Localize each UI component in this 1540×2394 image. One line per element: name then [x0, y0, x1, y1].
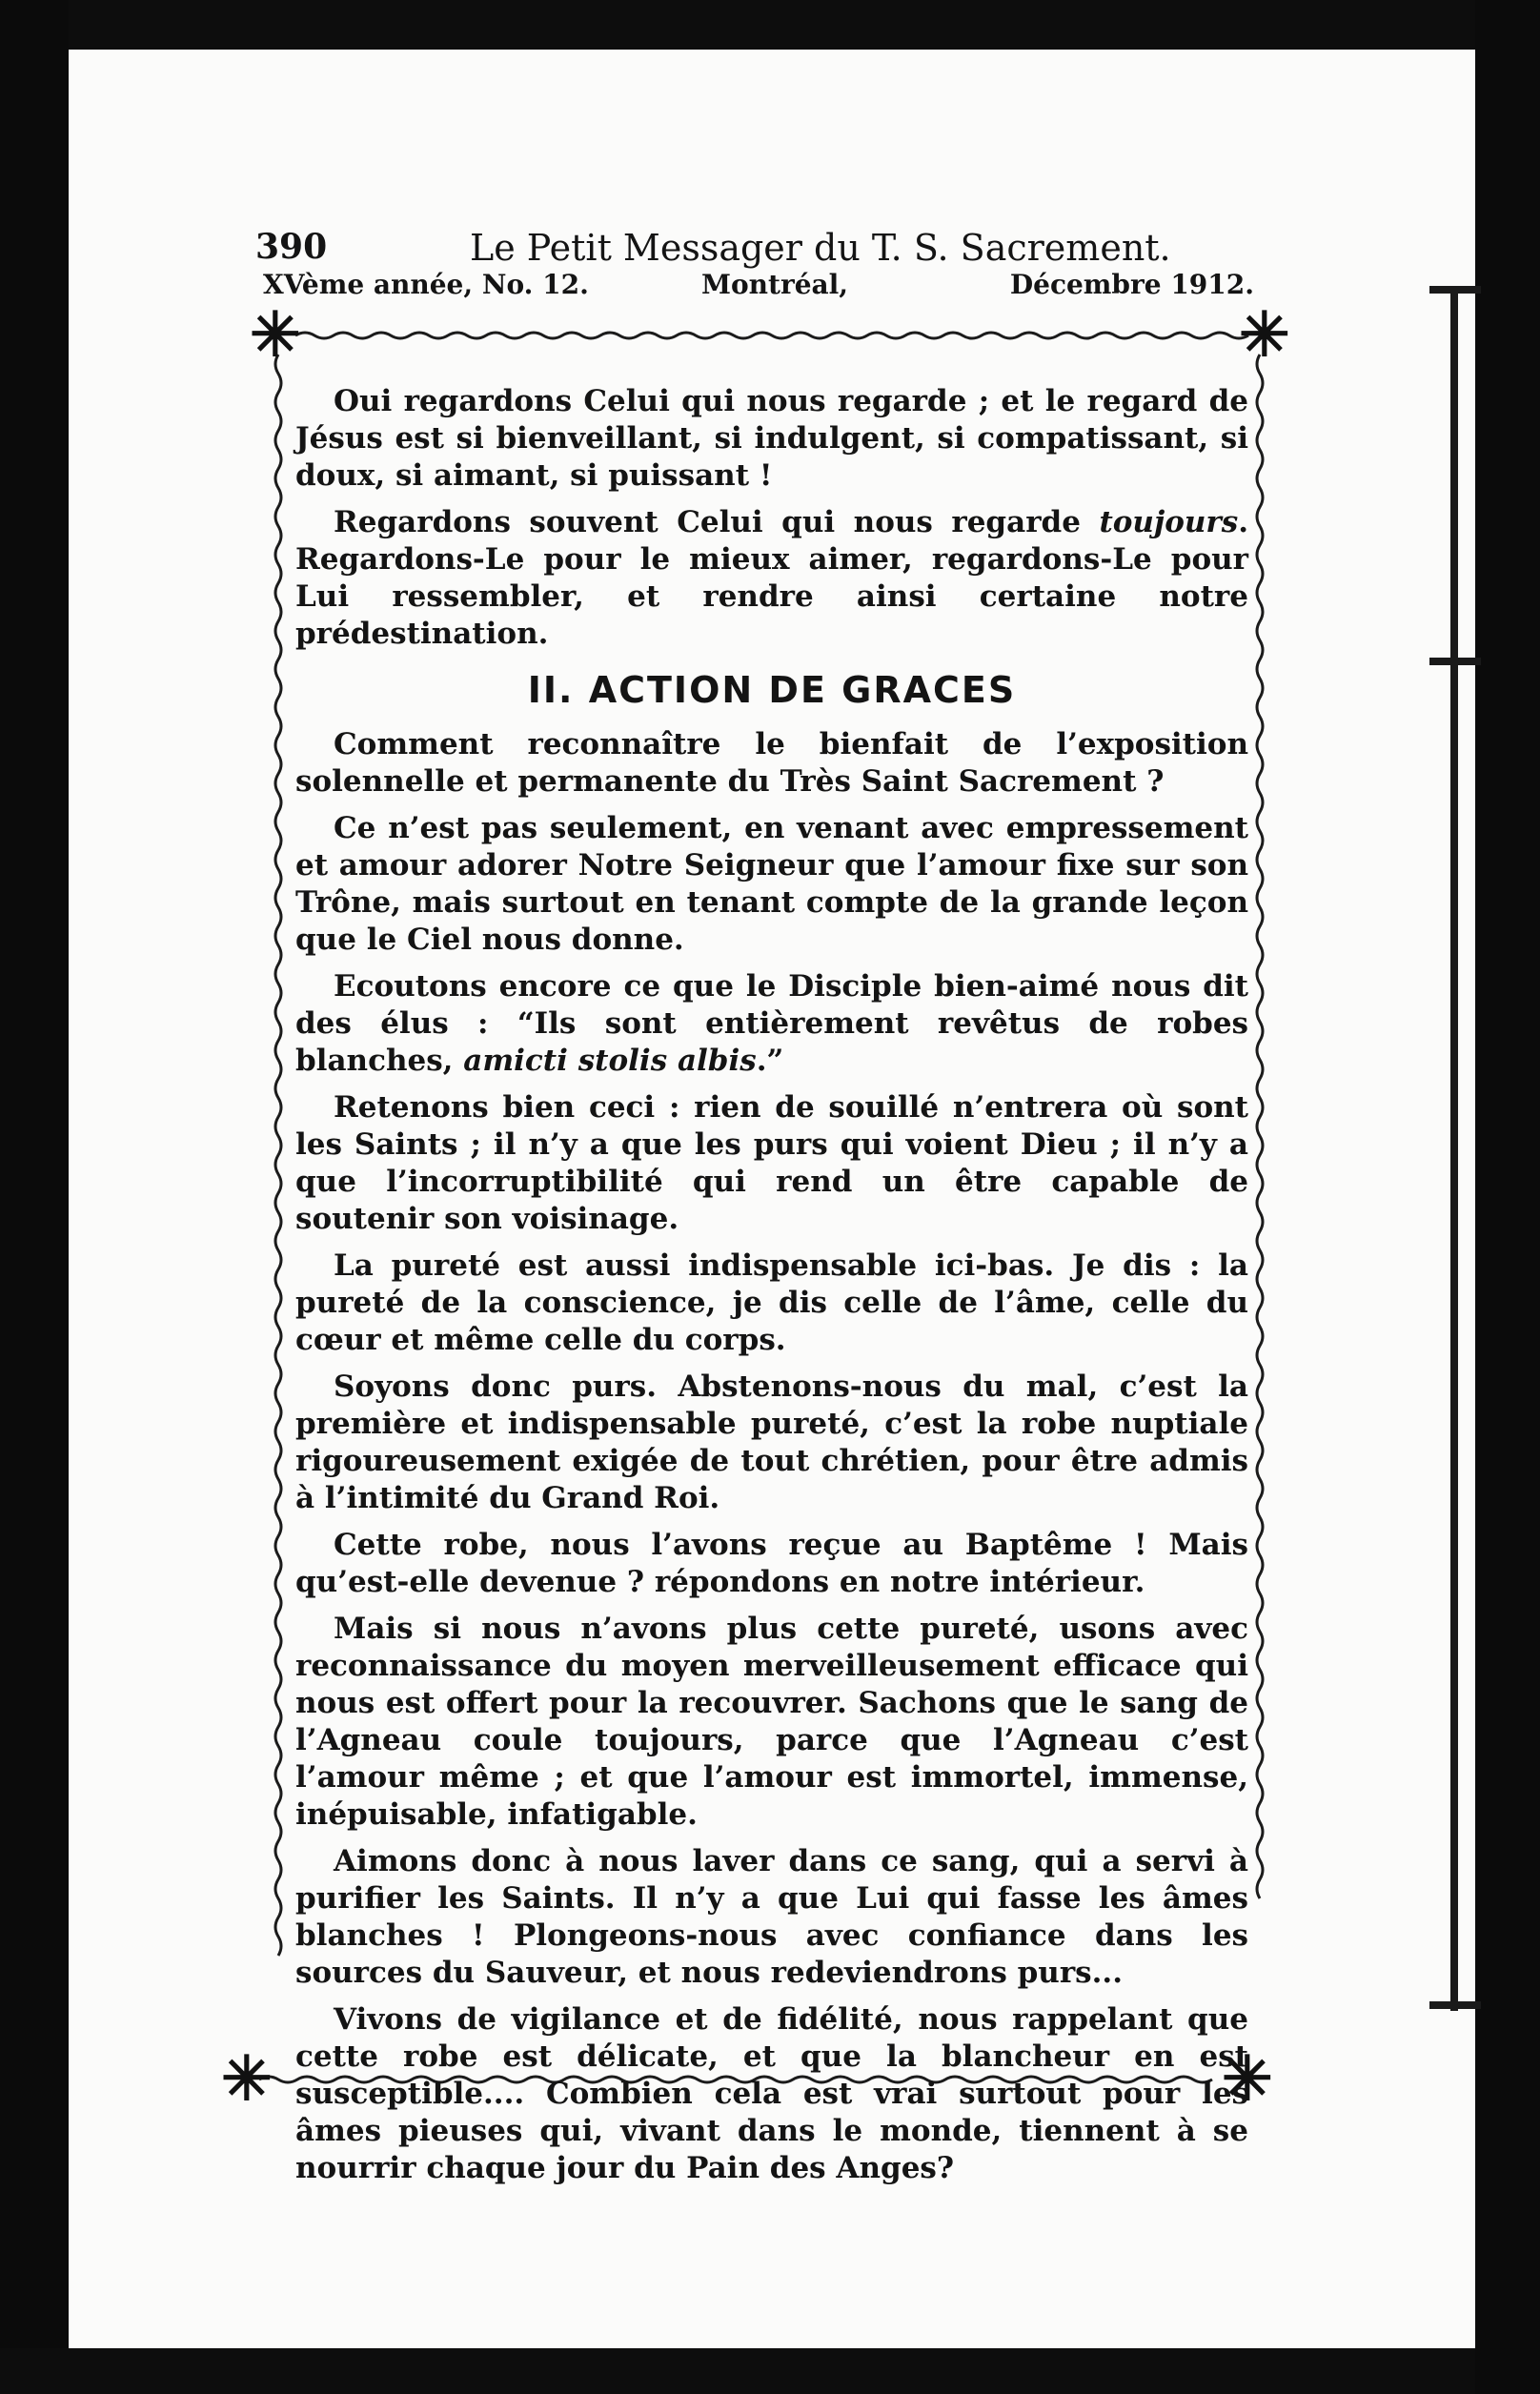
- issue-date: Décembre 1912.: [1009, 269, 1254, 300]
- volume-number: XVème année, No. 12.: [263, 269, 589, 300]
- frame-top-line: [295, 333, 1248, 338]
- paragraph: Vivons de vigilance et de fidélité, nous rappelant que cette robe est délicate, et que la blancheur en est susceptible.... Combien cela est vrai surtout pour les âmes pieuses qui, vivant dans le monde, tiennent à se nourrir chaque jour du Pain des Anges?: [295, 2002, 1248, 2185]
- paragraph: Oui regardons Celui qui nous regarde ; et le regard de Jésus est si bienveillant, si indulgent, si compatissant, si doux, si aimant, si puissant !: [295, 384, 1248, 493]
- paragraph: La pureté est aussi indispensable ici-bas. Je dis : la pureté de la conscience, je dis celle de l’âme, celle du cœur et même celle du corps.: [295, 1248, 1248, 1357]
- paragraph: Regardons souvent Celui qui nous regarde toujours. Regardons-Le pour le mieux aimer, regardons-Le pour Lui ressembler, et rendre ainsi certaine notre prédestination.: [295, 505, 1248, 651]
- paragraph: Mais si nous n’avons plus cette pureté, usons avec reconnaissance du moyen merveilleusement efficace qui nous est offert pour la recouvrer. Sachons que le sang de l’Agneau coule toujours, parce que l’Agneau c’est l’amour même ; et que l’amour est immortel, immense, inépuisable, infatigable.: [295, 1612, 1248, 1832]
- corner-ornament-top-left: ✳: [250, 299, 301, 371]
- section-heading: II. ACTION DE GRACES: [527, 669, 1017, 711]
- article-body: [295, 383, 1248, 2197]
- corner-ornament-top-right: ✳: [1239, 299, 1290, 371]
- paragraph: Cette robe, nous l’avons reçue au Baptême ! Mais qu’est-elle devenue ? répondons en notre intérieur.: [295, 1528, 1248, 1599]
- paragraph: Soyons donc purs. Abstenons-nous du mal, c’est la première et indispensable pureté, c’est la robe nuptiale rigoureusement exigée de tout chrétien, pour être admis à l’intimité du Grand Roi.: [295, 1369, 1248, 1515]
- frame-right-line: [1257, 355, 1263, 1898]
- city: Montréal,: [701, 269, 849, 300]
- corner-ornament-bottom-right: ✳: [1222, 2043, 1273, 2115]
- corner-ornament-bottom-left: ✳: [221, 2043, 273, 2115]
- paragraph: Ce n’est pas seulement, en venant avec empressement et amour adorer Notre Seigneur que l’amour fixe sur son Trône, mais surtout en tenant compte de la grande leçon que le Ciel nous donne.: [295, 811, 1248, 957]
- page-number: 390: [255, 227, 328, 267]
- latin-quote: amicti stolis albis: [463, 1044, 757, 1078]
- paragraph: Comment reconnaître le bienfait de l’exposition solennelle et permanente du Très Saint Sacrement ?: [295, 727, 1248, 799]
- paragraph: Ecoutons encore ce que le Disciple bien-aimé nous dit des élus : “Ils sont entièrement revêtus de robes blanches, amicti stolis albis.”: [295, 969, 1248, 1078]
- emphasis: toujours: [1099, 505, 1239, 539]
- journal-title: Le Petit Messager du T. S. Sacrement.: [470, 227, 1171, 269]
- paragraph: Retenons bien ceci : rien de souillé n’entrera où sont les Saints ; il n’y a que les purs qui voient Dieu ; il n’y a que l’incorruptibilité qui rend un être capable de soutenir son voisinage.: [295, 1090, 1248, 1236]
- paragraph: Aimons donc à nous laver dans ce sang, qui a servi à purifier les Saints. Il n’y a que Lui qui fasse les âmes blanches ! Plongeons-nous avec confiance dans les sources du Sauveur, et nous redeviendrons purs...: [295, 1844, 1248, 1990]
- frame-left-line: [275, 355, 281, 1956]
